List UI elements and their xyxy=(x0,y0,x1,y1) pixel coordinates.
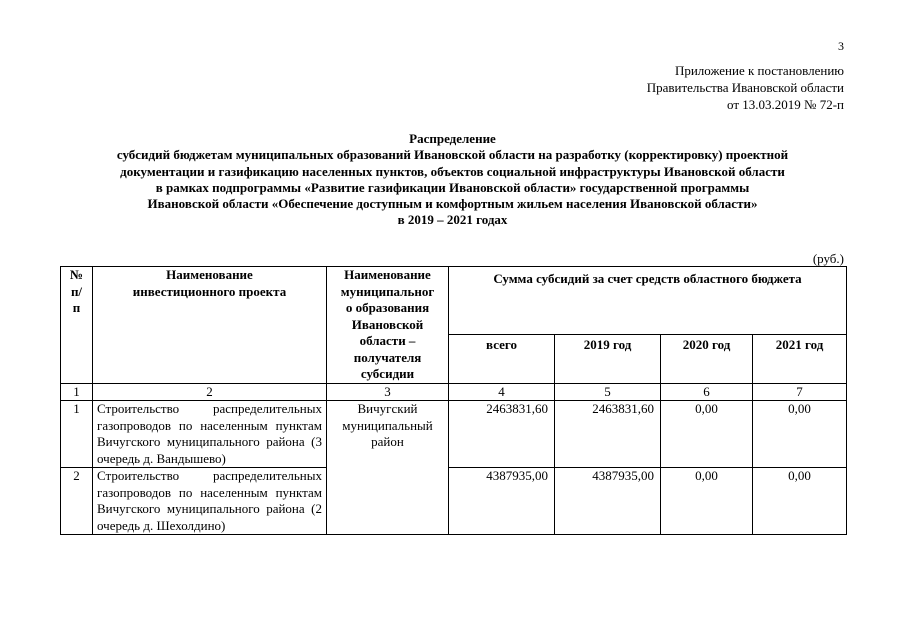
header-2021: 2021 год xyxy=(753,335,847,383)
column-number: 4 xyxy=(449,383,555,401)
row-total: 2463831,60 xyxy=(449,401,555,468)
column-number: 2 xyxy=(93,383,327,401)
page-number: 3 xyxy=(838,39,844,53)
appendix-note xyxy=(647,62,844,113)
header-project: Наименование инвестиционного проекта xyxy=(93,267,327,384)
row-total: 4387935,00 xyxy=(449,468,555,535)
table-row xyxy=(61,401,847,468)
table-row xyxy=(61,468,847,535)
appendix-line-1: Приложение к постановлению xyxy=(674,63,844,78)
column-number: 6 xyxy=(661,383,753,401)
row-project: Строительство распределительных газопроводов по населенным пунктам Вичугского муниципального района (3 очередь д. Вандышево) xyxy=(93,401,327,468)
appendix-line-3: от 13.03.2019 № 72-п xyxy=(727,97,844,112)
table-header-row-1 xyxy=(61,267,847,335)
header-total: всего xyxy=(449,335,555,383)
title-line-1: Распределение xyxy=(409,131,496,146)
units-label: (руб.) xyxy=(812,251,844,266)
column-number: 1 xyxy=(61,383,93,401)
row-num: 2 xyxy=(61,468,93,535)
subsidy-table xyxy=(60,266,847,535)
row-2021: 0,00 xyxy=(753,401,847,468)
appendix-line-2: Правительства Ивановской области xyxy=(646,80,844,95)
row-2021: 0,00 xyxy=(753,468,847,535)
document-title xyxy=(40,131,865,229)
row-municipality: Вичугский муниципальный район xyxy=(327,401,449,535)
column-number-row xyxy=(61,383,847,401)
header-sum-group: Сумма субсидий за счет средств областного бюджета xyxy=(449,267,847,335)
column-number: 3 xyxy=(327,383,449,401)
title-line-2: субсидий бюджетам муниципальных образований Ивановской области на разработку (корректировку) проектной xyxy=(116,147,789,163)
row-num: 1 xyxy=(61,401,93,468)
title-line-5: Ивановской области «Обеспечение доступным и комфортным жильем населения Ивановской области» xyxy=(147,196,758,212)
row-2020: 0,00 xyxy=(661,401,753,468)
title-line-4: в рамках подпрограммы «Развитие газификации Ивановской области» государственной программы xyxy=(155,179,750,195)
row-2020: 0,00 xyxy=(661,468,753,535)
row-2019: 2463831,60 xyxy=(555,401,661,468)
title-line-3: документации и газификацию населенных пунктов, объектов социальной инфраструктуры Ивановской области xyxy=(120,163,785,179)
header-municipality: Наименование муниципальног о образования Ивановской области – получателя субсидии xyxy=(327,267,449,384)
header-num: № п/ п xyxy=(61,267,93,384)
header-2019: 2019 год xyxy=(555,335,661,383)
column-number: 7 xyxy=(753,383,847,401)
header-2020: 2020 год xyxy=(661,335,753,383)
row-project: Строительство распределительных газопроводов по населенным пунктам Вичугского муниципального района (2 очередь д. Шехолдино) xyxy=(93,468,327,535)
row-2019: 4387935,00 xyxy=(555,468,661,535)
column-number: 5 xyxy=(555,383,661,401)
title-line-6: в 2019 – 2021 годах xyxy=(397,212,508,228)
